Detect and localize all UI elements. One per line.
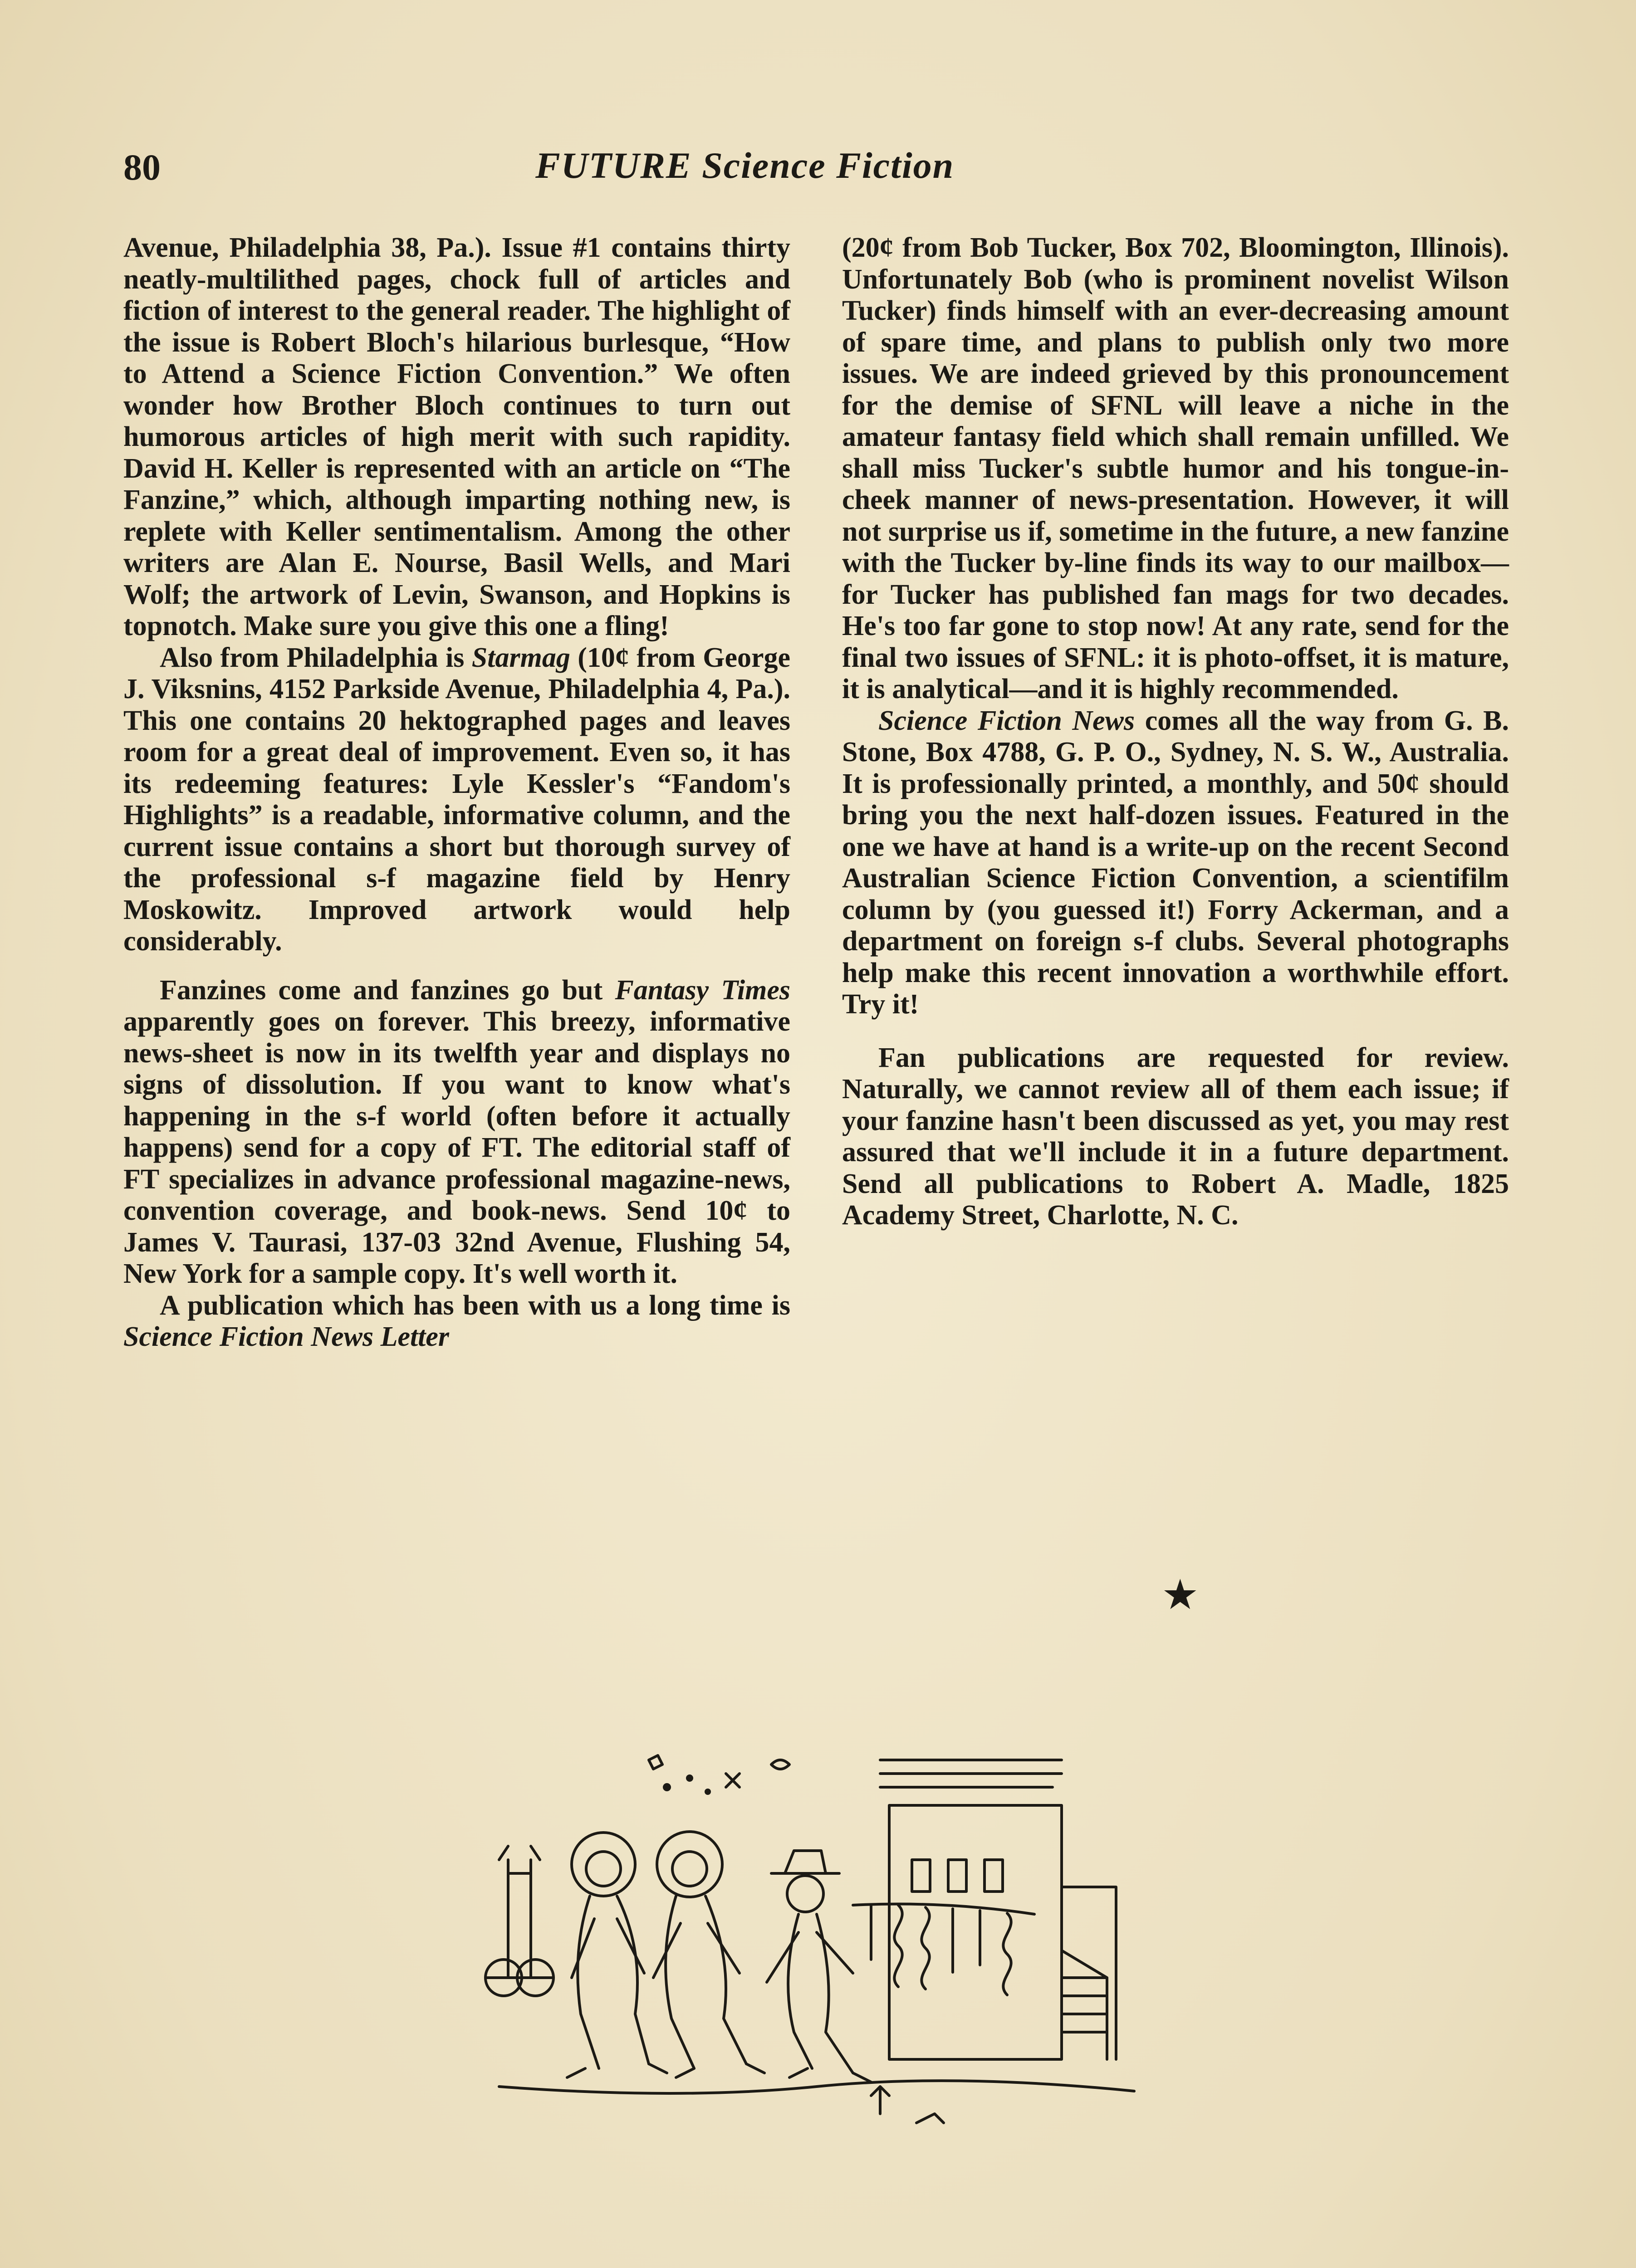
cartoon-illustration <box>454 1724 1189 2195</box>
magazine-title: FUTURE Science Fiction <box>535 145 955 186</box>
paragraph: Fan publications are requested for review. Naturally, we cannot review all of them each issue; if your fanzine hasn't been discussed as yet, you may rest assured that we'll include it in a future department. Send all publications to Robert A. Madle, 1825 Academy Street, Charlotte, N. C. <box>842 1042 1509 1231</box>
publication-title: Science Fiction News <box>878 705 1135 736</box>
paragraph: Science Fiction News comes all the way from G. B. Stone, Box 4788, G. P. O., Sydney, N. S. W., Australia. It is professionally printed, a monthly, and 50¢ should bring you the next half-dozen issues. Featured in the one we have at hand is a write-up on the recent Second Australian Science Fiction Convention, a scientifilm column by (you guessed it!) Forry Ackerman, and a department on foreign s-f clubs. Several photographs help make this recent innovation a worthwhile effort. Try it! <box>842 705 1509 1020</box>
paragraph: Avenue, Philadelphia 38, Pa.). Issue #1 contains thirty neatly-multilithed pages, chock full of articles and fiction of interest to the general reader. The highlight of the issue is Robert Bloch's hilarious burlesque, “How to Attend a Science Fiction Convention.” We often wonder how Brother Bloch continues to turn out humorous articles of high merit with such rapidity. David H. Keller is represented with an article on “The Fanzine,” which, although imparting nothing new, is replete with Keller sentimentalism. Among the other writers are Alan E. Nourse, Basil Wells, and Mari Wolf; the artwork of Levin, Swanson, and Hopkins is topnotch. Make sure you give this one a fling! <box>123 232 790 641</box>
publication-title: Science Fiction News Letter <box>123 1321 450 1352</box>
paragraph: A publication which has been with us a long time is Science Fiction News Letter <box>123 1290 790 1352</box>
paragraph: Fanzines come and fanzines go but Fantasy Times apparently goes on forever. This breezy, informative news-sheet is now in its twelfth year and displays no signs of dissolution. If you want to know what's happening in the s-f world (often before it actually happens) send for a copy of FT. The editorial staff of FT specializes in advance professional magazine-news, convention coverage, and book-news. Send 10¢ to James V. Taurasi, 137-03 32nd Avenue, Flushing 54, New York for a sample copy. It's well worth it. <box>123 974 790 1289</box>
publication-title: Starmag <box>471 642 570 673</box>
star-ornament: ★ <box>1161 1570 1199 1619</box>
clothesline <box>853 1904 1034 1995</box>
right-column <box>842 232 1509 1232</box>
ground <box>499 2081 1134 2123</box>
martian-figure-2 <box>653 1832 764 2077</box>
page-number: 80 <box>123 147 161 188</box>
publication-title: Fantasy Times <box>615 974 790 1006</box>
earthman-figure <box>767 1851 871 2082</box>
paragraph: Also from Philadelphia is Starmag (10¢ from George J. Viksnins, 4152 Parkside Avenue, Philadelphia 4, Pa.). This one contains 20 hektographed pages and leaves room for a great deal of improvement. Even so, it has its redeeming features: Lyle Kessler's “Fandom's Highlights” is a readable, informative column, and the current issue contains a short but thorough survey of the professional s-f magazine field by Henry Moskowitz. Improved artwork would help considerably. <box>123 642 790 957</box>
martian-figure-1 <box>567 1833 667 2077</box>
antenna <box>485 1846 553 1996</box>
left-column <box>123 232 790 1353</box>
paragraph: (20¢ from Bob Tucker, Box 702, Bloomington, Illinois). Unfortunately Bob (who is prominent novelist Wilson Tucker) finds himself with an ever-decreasing amount of spare time, and plans to publish only two more issues. We are indeed grieved by this pronouncement for the demise of SFNL will leave a niche in the amateur fantasy field which shall remain unfilled. We shall miss Tucker's subtle humor and his tongue-in-cheek manner of news-presentation. However, it will not surprise us if, sometime in the future, a new fanzine with the Tucker by-line finds its way to our mailbox—for Tucker has published fan mags for two decades. He's too far gone to stop now! At any rate, send for the final two issues of SFNL: it is photo-offset, it is mature, it is analytical—and it is highly recommended. <box>842 232 1509 704</box>
sky-doodles <box>649 1755 789 1794</box>
